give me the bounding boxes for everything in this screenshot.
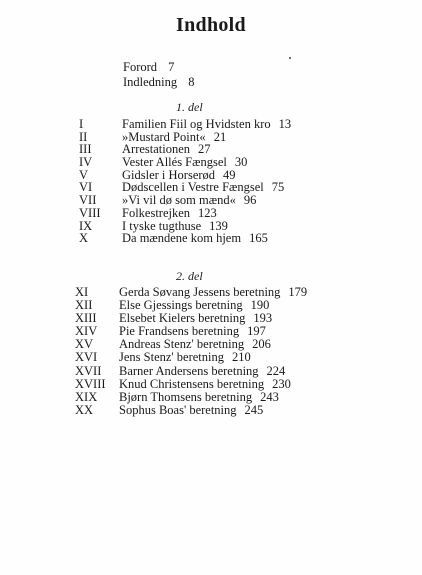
chapter-title: Jens Stenz' beretning: [119, 350, 225, 365]
chapter-numeral: X: [79, 231, 89, 246]
part-heading: 2. del: [176, 269, 203, 283]
chapter-page-number: 75: [271, 180, 285, 195]
chapter-title: Gidsler i Horserød: [122, 167, 216, 182]
entry-page-number: 8: [188, 75, 195, 89]
chapter-numeral: III: [79, 142, 92, 157]
chapter-page-number: 30: [234, 155, 248, 170]
page-title: Indhold: [176, 14, 246, 36]
chapter-numeral: VI: [79, 180, 93, 195]
chapter-numeral: V: [79, 167, 89, 182]
chapter-page-number: 206: [252, 337, 271, 352]
chapter-page-number: 165: [249, 231, 268, 246]
chapter-page-number: 13: [278, 117, 292, 131]
chapter-title: Else Gjessings beretning: [119, 298, 243, 313]
chapter-page-number: 27: [198, 142, 211, 157]
chapter-title: Pie Frandsens beretning: [119, 324, 240, 339]
chapter-numeral: XVI: [75, 350, 98, 365]
chapter-title: Andreas Stenz' beretning: [119, 337, 245, 352]
chapter-title: Bjørn Thomsens beretning: [119, 389, 253, 404]
chapter-page-number: 197: [247, 324, 266, 339]
chapter-page-number: 190: [250, 298, 270, 313]
chapter-numeral: IV: [79, 155, 93, 170]
chapter-numeral: XV: [75, 337, 94, 352]
chapter-page-number: 96: [243, 193, 257, 208]
chapter-title: Sophus Boas' beretning: [119, 402, 237, 417]
chapter-numeral: IX: [79, 218, 93, 233]
chapter-text: [119, 404, 263, 417]
chapter-numeral: I: [79, 117, 84, 131]
chapter-title: »Vi vil dø som mænd«: [122, 193, 236, 208]
chapter-text: [122, 232, 268, 245]
chapter-title: Familien Fiil og Hvidsten kro: [122, 117, 271, 131]
chapter-numeral: XIII: [75, 311, 97, 326]
print-speck: [289, 57, 291, 59]
chapter-title: Elsebet Kielers beretning: [119, 311, 246, 326]
chapter-page-number: 243: [260, 389, 279, 404]
chapter-title: Arrestationen: [122, 142, 191, 157]
chapter-numeral: VIII: [79, 205, 101, 220]
chapter-title: Da mændene kom hjem: [122, 231, 242, 246]
chapter-page-number: 245: [244, 402, 264, 417]
chapter-page-number: 21: [213, 129, 227, 144]
chapter-page-number: 179: [288, 285, 308, 299]
chapter-numeral: XI: [75, 285, 89, 299]
chapter-page-number: 210: [232, 350, 251, 365]
front-matter-list: [123, 60, 195, 90]
chapter-title: I tyske tugthuse: [122, 218, 202, 233]
front-matter-entry: [123, 60, 195, 75]
chapter-numeral: XX: [75, 402, 94, 417]
chapter-numeral: XII: [75, 298, 93, 313]
chapter-title: Gerda Søvang Jessens beretning: [119, 285, 281, 299]
chapter-page-number: 224: [266, 363, 286, 378]
chapter-page-number: 139: [209, 218, 228, 233]
chapter-numeral: XIX: [75, 389, 98, 404]
front-matter-entry: [123, 75, 195, 90]
chapter-numeral: VII: [79, 193, 97, 208]
entry-page-number: 7: [168, 60, 175, 74]
chapter-title: Knud Christensens beretning: [119, 376, 265, 391]
chapter-title: Dødscellen i Vestre Fængsel: [122, 180, 264, 195]
chapter-title: Vester Allés Fængsel: [122, 155, 227, 170]
chapter-page-number: 49: [223, 167, 236, 182]
part-heading: 1. del: [176, 100, 203, 114]
chapter-numeral: XIV: [75, 324, 98, 339]
chapter-title: Folkestrejken: [122, 205, 191, 220]
chapter-numeral: II: [79, 129, 88, 144]
chapter-page-number: 230: [272, 376, 291, 391]
chapter-numeral: XVIII: [75, 376, 106, 391]
entry-title: Indledning: [123, 75, 178, 89]
entry-title: Forord: [123, 60, 158, 74]
chapter-title: »Mustard Point«: [122, 129, 206, 144]
chapter-title: Barner Andersens beretning: [119, 363, 259, 378]
chapter-page-number: 193: [253, 311, 273, 326]
chapter-numeral: XVII: [75, 363, 102, 378]
chapter-page-number: 123: [198, 205, 217, 220]
